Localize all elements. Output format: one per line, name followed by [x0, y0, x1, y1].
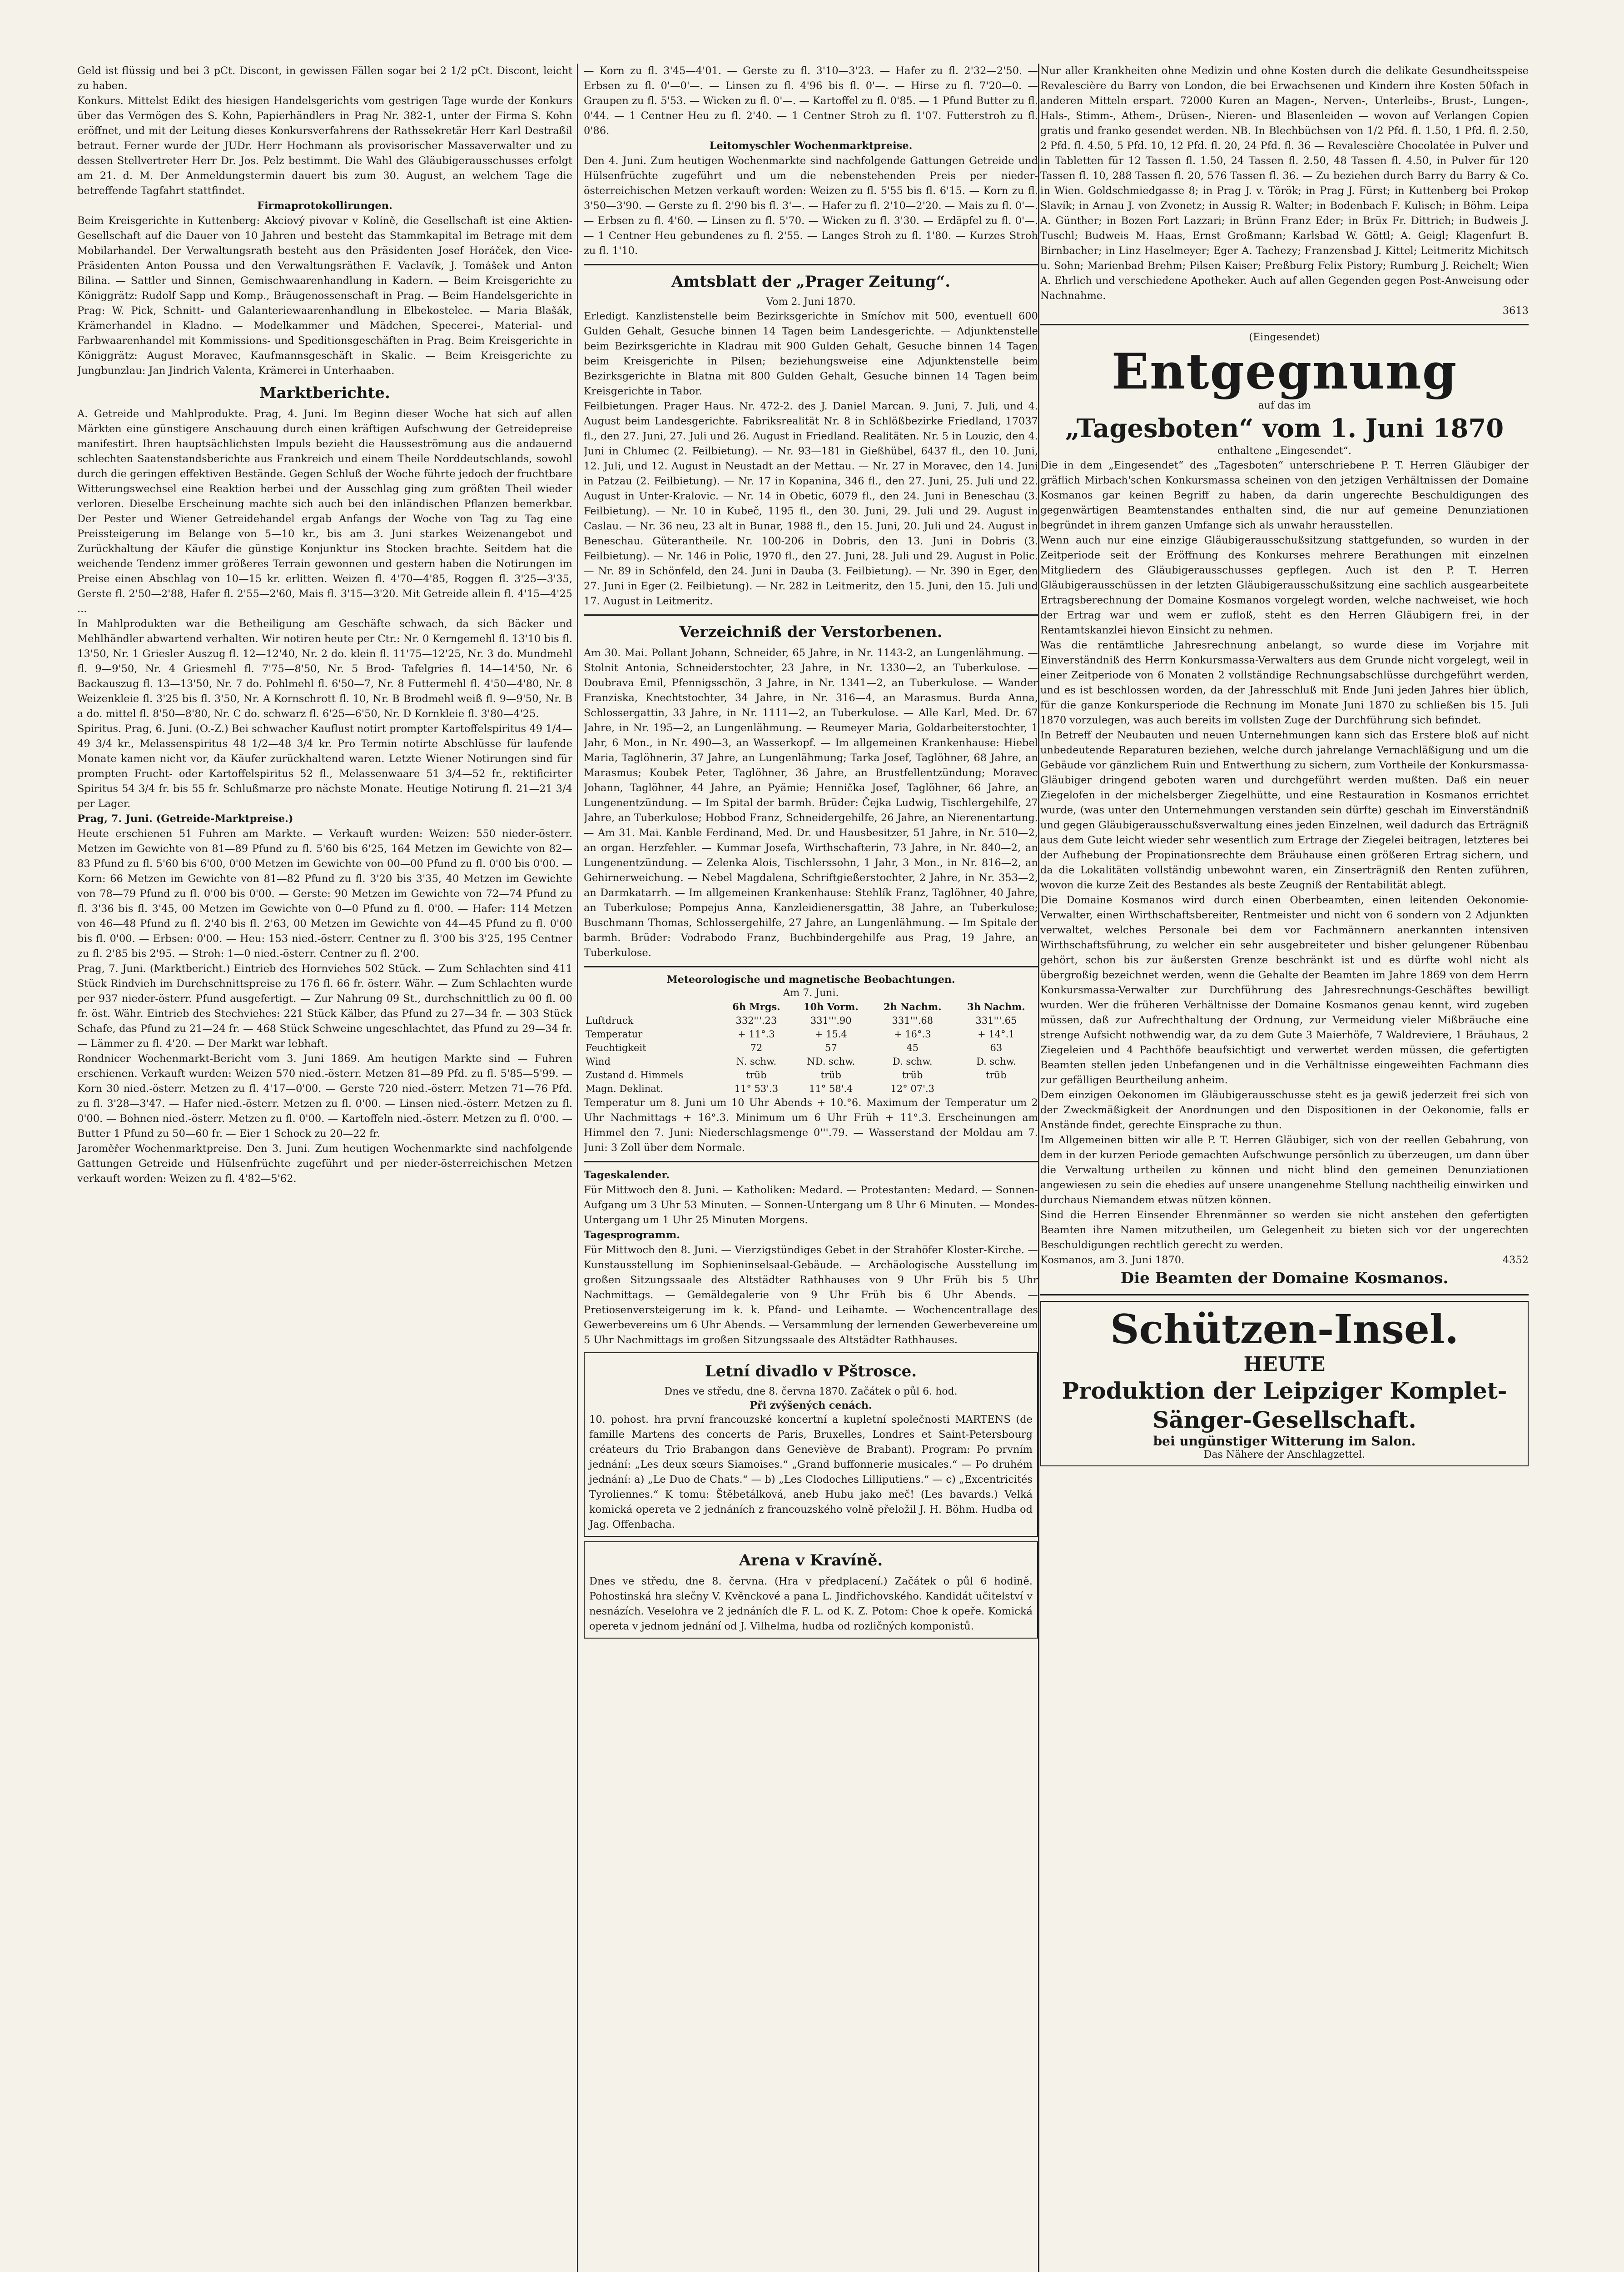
- entgegnung-title2: „Tagesboten“ vom 1. Juni 1870: [1065, 414, 1504, 443]
- divider: [584, 614, 1038, 616]
- met-cell: trüb: [986, 1070, 1007, 1081]
- met-cell: 12° 07'.3: [890, 1083, 934, 1094]
- met-row: [584, 1014, 1038, 1027]
- eingesendet-label: (Eingesendet): [1249, 332, 1320, 343]
- met-row: [584, 1055, 1038, 1068]
- met-cell: [954, 1082, 1038, 1096]
- met-notes: Temperatur um 8. Juni um 10 Uhr Abends + 10.°6. Maximum der Temperatur um 2 Uhr Nachmittags + 16°.3. Minimum um 6 Uhr Früh + 11°.3. Erscheinungen am Himmel den 7. Juni: Niederschlagsmenge 0'''.79. — Wasserstand der Moldau am 7. Juni: 3 Zoll über dem Normale.: [584, 1097, 1038, 1154]
- met-column-header: 2h Nachm.: [883, 1001, 942, 1012]
- markt-heading: Marktberichte.: [259, 384, 390, 402]
- met-row: [584, 1027, 1038, 1041]
- schuetzen-title: Schützen-Insel.: [1110, 1305, 1459, 1353]
- sign-place: Kosmanos, am 3. Juni 1870. 4352: [1040, 1254, 1529, 1266]
- jaromer-paragraph: Jaroměřer Wochenmarktpreise. Den 3. Juni. Zum heutigen Wochenmarkte sind nachfolgende Gattungen Getreide und Hülsenfrüchte zugeführt und per nieder-österreichischen Metzen verkauft worden: Weizen zu fl. 4'82—5'62.: [77, 1143, 572, 1185]
- met-heading: Meteorologische und magnetische Beobachtungen.: [666, 974, 955, 986]
- met-cell: Wind: [586, 1056, 611, 1067]
- met-column-header: [584, 1000, 721, 1014]
- theater1-paragraph: 10. pohost. hra první francouzské koncertní a kupletní společnosti MARTENS (de famille Martens des concerts de Paris, Bruxelles, Londres et Saint-Petersbourg créateurs du Trio Brabangon dans Geneviève de Brabant). Program: Po prvním jednání: „Les deux sœurs Siamoises.“ „Grand buffonnerie musicales.“ — Po druhém jednání: a) „Le Duo de Chats.“ — b) „Les Clodoches Lilliputiens.“ — c) „Excentricités Tyroliennes.“ K tomu: Štěbetálková, aneb Hubu jako meč! (Les bavards.) Velká komická opereta ve 2 jednáních z francouzského volně přeložil J. H. Böhm. Hudba od Jag. Offenbacha.: [589, 1414, 1033, 1530]
- divider: [584, 1161, 1038, 1162]
- body-p6: Dem einzigen Oekonomen im Gläubigerausschusse steht es ja gewiß jederzeit frei sich von der Zweckmäßigkeit der Anordnungen und den Dispositionen in der Oekonomie, falls er Anstände findet, gerechte Einsprache zu thun.: [1040, 1089, 1529, 1131]
- heute-label: HEUTE: [1243, 1353, 1326, 1376]
- met-cell: Zustand d. Himmels: [586, 1070, 684, 1081]
- entgegnung-title: Entgegnung: [1111, 343, 1458, 400]
- met-cell: 331'''.90: [810, 1015, 852, 1026]
- intro-paragraph: Geld ist flüssig und bei 3 pCt. Discont, in gewissen Fällen sogar bei 2 1/2 pCt. Discont, leicht zu haben.: [77, 65, 572, 92]
- body-p2: Wenn auch nur eine einzige Gläubigerausschußsitzung stattgefunden, so wurden in der Zeitperiode seit der Eröffnung des Konkurses mehrere Berathungen mit einzelnen Mitgliedern des Gläubigerausschusses gepflegen. Auch ist den P. T. Herren Gläubigerausschüssen in der letzten Gläubigerausschußsitzung eine sachlich ausgearbeitete Ertragsberechnung der Domaine Kosmanos vorgelegt worden, welche nachweiset, wie hoch der Ertrag war und wem er zufloß, steht es den Herren Gläubigern frei, in der Rentamtskanzlei hievon Einsicht zu nehmen.: [1040, 534, 1529, 636]
- body-p1: Die in dem „Eingesendet“ des „Tagesboten“ unterschriebene P. T. Herren Gläubiger der gräflich Mirbach'schen Konkursmassa scheinen von den jetzigen Verhältnissen der Domaine Kosmanos gar keinen Begriff zu haben, da darin ungerechte Beschuldigungen des gegenwärtigen Beamtenstandes enthalten sind, die nur auf gemeine Denunziationen begründet in ihrem ganzen Umfange sich als unwahr herausstellen.: [1040, 459, 1529, 531]
- met-cell: trüb: [820, 1070, 841, 1081]
- met-cell: 45: [906, 1042, 919, 1053]
- met-cell: N. schw.: [736, 1056, 777, 1067]
- divider: [584, 264, 1038, 265]
- theater2-paragraph: Dnes ve středu, dne 8. června. (Hra v předplacení.) Začátek o půl 6 hodině. Pohostinská hra slečny V. Kvěnckové a pana L. Jindřichovského. Kandidát učitelství v nesnázích. Veselohra ve 2 jednáních dle F. L. od K. Z. Potom: Choe k opeře. Komická opereta v jednom jednání od J. Vilhelma, hudba od rozličných komponistů.: [589, 1575, 1033, 1632]
- theater-ad-2: [584, 1541, 1038, 1639]
- firma-paragraph: Beim Kreisgerichte in Kuttenberg: Akciový pivovar v Kolíně, die Gesellschaft ist eine Aktien-Gesellschaft auf die Dauer von 10 Jahren und besteht das Stammkapital im Betrage mit dem Mobilarhandel. Der Verwaltungsrath besteht aus den Präsidenten Josef Horáček, den Vice-Präsidenten Anton Poussa und den Verwaltungsräthen F. Vaclavík, J. Tomášek und Anton Bilina. — Sattler und Sinnen, Gemischwaarenhandlung in Kadern. — Beim Kreisgerichte zu Königgrätz: Rudolf Sapp und Komp., Bräugenossenschaft in Prag. — Beim Handelsgerichte in Prag: W. Pick, Schnitt- und Galanteriewaarenhandlung in Elbekostelec. — Maria Blašák, Krämerhandel in Kladno. — Modelkammer und Mädchen, Specerei-, Material- und Farbwaarenhandel mit Kommissions- und Speditionsgeschäften in Prag. Beim Kreisgerichte in Königgrätz: August Moravec, Kaufmannsgeschäft in Skalic. — Beim Kreisgerichte zu Jungbunzlau: Jan Jindrich Valenta, Krämerei in Unterhaaben.: [77, 215, 572, 377]
- body-p5: Die Domaine Kosmanos wird durch einen Oberbeamten, einen leitenden Oekonomie-Verwalter, einen Wirthschaftsbereiter, Rentmeister und nicht von 6 sondern von 2 Adjunkten verwaltet, welches Personale bei dem vor Fachmännern anerkannten intensiven Wirthschaftsführung, zu welcher ein sehr ausgebreiteter und bisher gelungener Rübenbau gehört, schon bis zur äußersten Grenze beschränkt ist und es dürfte wohl nicht als übergroßig bezeichnet werden, wenn die Gehalte der Beamten im Jahre 1869 von dem Herrn Konkursmassa-Verwalter zur Durchführung des Jahresrechnungs-Geschäftes bewilligt wurden. Wer die früheren Verhältnisse der Domaine Kosmanos genau kennt, wird zugeben müssen, daß zur Aufrechthaltung der Ordnung, zur Vermeidung vieler Mißbräuche eine strenge Aufsicht nothwendig war, da zu dem Gute 3 Maierhöfe, 7 Waldreviere, 1 Bräuhaus, 2 Ziegeleien und 4 Pachthöfe beaufsichtigt und verwertet werden müssen, die gefertigten Beamten stellen jeden Unbefangenen und in die Verhältnisse eingeweihten Fachmann dies zur gefälligen Beurtheilung anheim.: [1040, 894, 1529, 1086]
- met-cell: trüb: [746, 1070, 767, 1081]
- met-cell: + 15.4: [814, 1029, 847, 1040]
- theater1-sub: Při zvýšených cenách.: [750, 1400, 872, 1411]
- met-cell: 331'''.65: [975, 1015, 1017, 1026]
- met-cell: trüb: [902, 1070, 923, 1081]
- met-date: Am 7. Juni.: [783, 987, 839, 999]
- met-cell: 11° 53'.3: [734, 1083, 779, 1094]
- getreide-paragraph: Heute erschienen 51 Fuhren am Markte. — Verkauft wurden: Weizen: 550 nieder-österr. Metzen im Gewichte von 81—89 Pfund zu fl. 5'60 bis 6'25, 164 Metzen im Gewichte von 82—83 Pfund zu fl. 5'60 bis 6'00, 0'00 Metzen im Gewichte von 00—00 Pfund zu fl. 0'00 bis 0'00. — Korn: 66 Metzen im Gewichte von 81—82 Pfund zu fl. 3'20 bis 3'35, 40 Metzen im Gewichte von 78—79 Pfund zu fl. 0'00 bis 0'00. — Gerste: 90 Metzen im Gewichte von 72—74 Pfund zu fl. 3'36 bis fl. 3'45, 00 Metzen im Gewichte von 0—0 Pfund zu fl. 0'00. — Hafer: 114 Metzen von 46—48 Pfund zu fl. 2'40 bis fl. 2'63, 00 Metzen im Gewichte von 44—45 Pfund zu fl. 0'00 bis fl. 0'00. — Erbsen: 0'00. — Heu: 153 nied.-österr. Centner zu fl. 3'00 bis 3'25, 195 Centner zu fl. 2'85 bis 2'95. — Stroh: 1—0 nied.-österr. Centner zu fl. 2'00.: [77, 828, 572, 960]
- column-divider: [577, 64, 578, 2272]
- tages-heading: Tageskalender.: [584, 1169, 670, 1181]
- column-left: [77, 64, 572, 2272]
- met-cell: 331'''.68: [892, 1015, 934, 1026]
- signature: Die Beamten der Domaine Kosmanos.: [1120, 1269, 1449, 1287]
- konkurs-paragraph: Konkurs. Mittelst Edikt des hiesigen Handelsgerichts vom gestrigen Tage wurde der Konkurs über das Vermögen des S. Kohn, Papierhändlers in Prag Nr. 382-1, unter der Firma S. Kohn eröffnet, und mit der Leitung dieses Konkursverfahrens der Rathssekretär Herr Karl Destraßil betraut. Ferner wurde der JUDr. Herr Hochmann als provisorischer Massaverwalter und zu dessen Stellvertreter Herr Dr. Jos. Pelz bestimmt. Die Wahl des Gläubigerausschusses erfolgt am 21. d. M. Der Anmeldungstermin dauert bis zum 30. August, an welchem Tage die betreffende Tagfahrt stattfindet.: [77, 95, 572, 197]
- column-right: [1040, 64, 1529, 2272]
- met-cell: 332'''.23: [735, 1015, 777, 1026]
- produktion-text: Produktion der Leipziger Komplet-Sänger-Gesellschaft.: [1062, 1377, 1507, 1433]
- body-p8: Sind die Herren Einsender Ehrenmänner so werden sie nicht anstehen den gefertigten Beamten ihre Namen mitzutheilen, um Gelegenheit zu bieten sich vor der ungerechten Beschuldigungen rechtlich gerecht zu werden.: [1040, 1209, 1529, 1251]
- divider: [1040, 324, 1529, 325]
- leit-paragraph: Den 4. Juni. Zum heutigen Wochenmarkte sind nachfolgende Gattungen Getreide und Hülsenfrüchte zugeführt und um die nebenstehenden Preis per nieder-österreichischen Metzen verkauft worden: Weizen zu fl. 5'55 bis fl. 6'15. — Korn zu fl. 3'50—3'90. — Gerste zu fl. 2'90 bis fl. 3'—. — Hafer zu fl. 2'10—2'20. — Mais zu fl. 0'—. — Erbsen zu fl. 4'60. — Linsen zu fl. 5'70. — Wicken zu fl. 3'30. — Erdäpfel zu fl. 0'—. — 1 Centner Heu gebundenes zu fl. 2'55. — Langes Stroh zu fl. 1'80. — Kurzes Stroh zu fl. 1'10.: [584, 155, 1038, 257]
- hornvieh-paragraph: Prag, 7. Juni. (Marktbericht.) Eintrieb des Hornviehes 502 Stück. — Zum Schlachten sind 411 Stück Rindvieh im Durchschnittspreise zu 176 fl. 66 fr. österr. Währ. — Zum Schlachten wurde per 937 nieder-österr. Pfund ausgefertigt. — Zur Nahrung 09 St., durchschnittlich zu 00 fl. 00 fr. öst. Währ. Eintrieb des Stechviehes: 221 Stück Kälber, das Pfund zu 27—34 fr. — 303 Stück Schafe, das Pfund zu 21—24 fr. — 468 Stück Schweine ungeschlachtet, das Pfund zu 29—34 fr. — Lämmer zu fl. 4'20. — Der Markt war lebhaft.: [77, 963, 572, 1050]
- ad-revalesciere: Nur aller Krankheiten ohne Medizin und ohne Kosten durch die delikate Gesundheitsspeise Revalescière du Barry von London, die bei Erwachsenen und Kindern ihre Kosten 50fach in anderen Mitteln erspart. 72000 Kuren an Magen-, Nerven-, Unterleibs-, Brust-, Lungen-, Hals-, Stimm-, Athem-, Drüsen-, Nieren- und Blasenleiden — wovon auf Verlangen Copien gratis und franko gesendet werden. NB. In Blechbüchsen von 1/2 Pfd. fl. 1.50, 1 Pfd. fl. 2.50, 2 Pfd. fl. 4.50, 5 Pfd. 10, 12 Pfd. fl. 20, 24 Pfd. fl. 36 — Revalescière Chocolatée in Pulver und in Tabletten für 12 Tassen fl. 1.50, 24 Tassen fl. 2.50, 48 Tassen fl. 4.50, in Pulver für 120 Tassen fl. 10, 288 Tassen fl. 20, 576 Tassen fl. 36. — Zu beziehen durch Barry du Barry & Co. in Wien. Goldschmiedgasse 8; in Prag J. v. Török; in Prag J. Fürst; in Kuttenberg bei Prokop Slavík; in Arnau J. von Zvonetz; in Aussig R. Walter; in Bodenbach F. Kulisch; in Böhm. Leipa A. Günther; in Bozen Fort Lazzari; in Brünn Franz Eder; in Brüx Fr. Dittrich; in Budweis J. Tuschl; Budweis M. Haas, Ernst Großmann; Karlsbad W. Göttl; A. Geigl; Klagenfurt B. Birnbacher; in Linz Haselmeyer; Eger A. Tachezy; Franzensbad J. Kittel; Leitmeritz Michitsch u. Sohn; Marienbad Brehm; Pilsen Kaiser; Preßburg Felix Pistory; Rumburg J. Reichelt; Wien A. Ehrlich und verschiedene Apotheker. Auch auf allen Gegenden gegen Post-Anweisung oder Nachnahme.: [1040, 65, 1529, 302]
- entgegnung-sub1: auf das im: [1258, 400, 1311, 411]
- met-cell: Magn. Deklinat.: [586, 1083, 663, 1094]
- met-cell: Temperatur: [586, 1029, 643, 1040]
- theater1-date: Dnes ve středu, dne 8. června 1870. Začátek o půl 6. hod.: [664, 1386, 958, 1397]
- met-cell: Luftdruck: [586, 1015, 634, 1026]
- met-column-header: 3h Nachm.: [967, 1001, 1025, 1012]
- met-row: [584, 1041, 1038, 1055]
- witterung-text: bei ungünstiger Witterung im Salon.: [1153, 1434, 1416, 1449]
- firma-heading: Firmaprotokollirungen.: [257, 200, 392, 212]
- met-column-header: 10h Vorm.: [803, 1001, 859, 1012]
- body-p7: Im Allgemeinen bitten wir alle P. T. Herren Gläubiger, sich von der reellen Gebahrung, von dem in der kurzen Periode gemachten Aufschwunge persönlich zu überzeugen, um dann über die Verwaltung urtheilen zu können und nicht blind den gemeinen Denunziationen angewiesen zu sein die ehedies auf unsere unangenehme Stellung nachtheilig einwirken und durchaus Niemandem etwas nützen können.: [1040, 1134, 1529, 1206]
- met-table: [584, 1000, 1038, 1096]
- spiritus-paragraph: Spiritus. Prag, 6. Juni. (O.-Z.) Bei schwacher Kauflust notirt prompter Kartoffelspiritus 49 1/4—49 3/4 kr., Melassenspiritus 48 1/2—48 3/4 kr. Pro Termin notirte Abschlüsse für laufende Monate kamen nicht vor, da Käufer zurückhaltend waren. Letzte Wiener Notirungen sind für prompten Frucht- oder Kartoffelspiritus 52 fl., Melassenwaare 51 3/4—52 fr., rektificirter Spiritus 54 3/4 fr. bis 55 fr. Schlußmarze pro nächste Monate. Heutige Notirung fl. 21—21 3/4 per Lager.: [77, 723, 572, 810]
- column-divider: [1038, 64, 1039, 2272]
- met-cell: + 14°.1: [978, 1029, 1015, 1040]
- feilb-paragraph: Feilbietungen. Prager Haus. Nr. 472-2. des J. Daniel Marcan. 9. Juni, 7. Juli, und 4. August beim Landesgerichte. Fabriksrealität Nr. 8 in Schlößbezirke Friedland, 17037 fl., den 27. Juni, 27. Juli und 26. August in Friedland. Realitäten. Nr. 5 in Louzic, den 4. Juni in Chlumec (2. Feilbietung). — Nr. 93—181 in Gießhübel, 6437 fl., den 10. Juni, 12. Juli, und 12. August in Neustadt an der Mettau. — Nr. 27 in Moravec, den 14. Juni in Patzau (2. Feilbietung). — Nr. 17 in Kopanina, 346 fl., den 27. Juni, 25. Juli und 22. August in Unter-Kralovic. — Nr. 14 in Obetic, 6079 fl., den 24. Juni in Beneschau (3. Feilbietung). — Nr. 10 in Kubeč, 1195 fl., den 30. Juni, 29. Juli und 29. August in Caslau. — Nr. 36 neu, 23 alt in Bunar, 1988 fl., den 15. Juni, 20. Juli und 24. August in Beneschau. Güterantheile. Nr. 100-206 in Dobris, den 13. Juni in Dobris (3. Feilbietung). — Nr. 146 in Polic, 1970 fl., den 27. Juni, 28. Juli und 29. August in Polic. — Nr. 89 in Schönfeld, den 24. Juni in Dauba (3. Feilbietung). — Nr. 390 in Eger, den 27. Juni in Eger (2. Feilbietung). — Nr. 282 in Leitmeritz, den 15. Juni, den 15. Juli und 17. August in Leitmeritz.: [584, 400, 1038, 607]
- verst-paragraph: Am 30. Mai. Pollant Johann, Schneider, 65 Jahre, in Nr. 1143-2, an Lungenlähmung. — Stolnit Antonia, Schneiderstochter, 23 Jahre, in Nr. 1330—2, an Tuberkulose. — Doubrava Emil, Pfennigsschön, 3 Jahre, in Nr. 1341—2, an Tuberkulose. — Wander Franziska, Knechtstochter, 34 Jahre, in Nr. 316—4, an Marasmus. Burda Anna, Schlossergattin, 33 Jahre, in Nr. 1111—2, an Tuberkulose. — Alle Karl, Med. Dr. 67 Jahre, in Nr. 195—2, an Lungenlähmung. — Reumeyer Maria, Goldarbeiterstochter, 1 Jahr, 6 Mon., in Nr. 490—3, an Wasserkopf. — Im allgemeinen Krankenhause: Hiebel Maria, Taglöhnerin, 37 Jahre, an Lungenlähmung; Tarka Josef, Taglöhner, 68 Jahre, an Marasmus; Koubek Peter, Taglöhner, 36 Jahre, an Brustfellentzündung; Moravec Johann, Taglöhner, 44 Jahre, an Pyämie; Hennička Josef, Taglöhner, 66 Jahre, an Lungenentzündung. — Im Spital der barmh. Brüder: Čejka Ludwig, Tischlergehilfe, 27 Jahre, an Tuberkulose; Hobbod Franz, Schneidergehilfe, 26 Jahre, an Nierenentartung. — Am 31. Mai. Kanble Ferdinand, Med. Dr. und Hausbesitzer, 51 Jahre, in Nr. 510—2, an organ. Herzfehler. — Kummar Josefa, Wirthschafterin, 73 Jahre, in Nr. 840—2, an Lungenentzündung. — Zelenka Alois, Tischlerssohn, 1 Jahr, 3 Mon., in Nr. 816—2, an Gehirnerweichung. — Nebel Magdalena, Schriftgießerstochter, 2 Jahre, in Nr. 353—2, an Darmkatarrh. — Im allgemeinen Krankenhause: Stehlík Franz, Taglöhner, 40 Jahre, an Tuberkulose; Pompejus Anna, Kanzleidienersgattin, 38 Jahre, an Tuberkulose; Buschmann Thomas, Schlossergehilfe, 27 Jahre, an Lungenlähmung. — Im Spitale der barmh. Brüder: Vodrabodo Franz, Buchbindergehilfe aus Prag, 19 Jahre, an Tuberkulose.: [584, 647, 1038, 959]
- theater2-heading: Arena v Kravíně.: [739, 1551, 883, 1569]
- verst-heading: Verzeichniß der Verstorbenen.: [679, 623, 943, 641]
- theater-ad-1: [584, 1352, 1038, 1537]
- met-cell: 72: [750, 1042, 763, 1053]
- column-middle: [584, 64, 1038, 2272]
- progr-paragraph: Für Mittwoch den 8. Juni. — Vierzigstündiges Gebet in der Strahöfer Kloster-Kirche. — Kunstausstellung im Sophieninselsaal-Gebäude. — Archäologische Ausstellung im großen Sitzungssaale des Altstädter Rathhauses von 9 Uhr Früh bis 5 Uhr Nachmittags. — Gemäldegalerie von 9 Uhr Früh bis 6 Uhr Abends. — Pretiosenversteigerung im k. k. Pfand- und Leihamte. — Wochencentrallage des Gewerbevereins um 6 Uhr Abends. — Versammlung der lernenden Gewerbevereine um 5 Uhr Nachmittags im großen Sitzungssaale des Altstädter Rathhauses.: [584, 1244, 1038, 1346]
- divider: [584, 966, 1038, 967]
- entgegnung-sub2: enthaltene „Eingesendet“.: [1217, 445, 1351, 457]
- tages-paragraph: Für Mittwoch den 8. Juni. — Katholiken: Medard. — Protestanten: Medard. — Sonnen-Aufgang um 3 Uhr 53 Minuten. — Sonnen-Untergang um 8 Uhr 6 Minuten. — Mondes-Untergang um 1 Uhr 25 Minuten Morgens.: [584, 1184, 1038, 1226]
- theater1-heading: Letní divadlo v Pštrosce.: [705, 1362, 917, 1380]
- leit-heading: Leitomyschler Wochenmarktpreise.: [709, 140, 913, 152]
- progr-heading: Tagesprogramm.: [584, 1229, 680, 1241]
- body-p4: In Betreff der Neubauten und neuen Unternehmungen kann sich das Erstere bloß auf nicht unbedeutende Reparaturen beziehen, welche durch jahrelange Vernachläßigung und um die Gebäude vor gänzlichem Ruin und Entwerthung zu sichern, zum Vortheile der Konkursmassa-Gläubiger dringend geboten waren und durchgeführt werden mußten. Daß ein neuer Ziegelofen in der michelsberger Ziegelhütte, und eine Restauration in Kosmanos errichtet wurde, (was unter den Unternehmungen verstanden sein dürfte) geschah im Einverständniß und gegen Gläubigerausschußsverwaltung eines jeden Einzelnen, weil dadurch das Erträgniß aus dem Gute leicht wieder sehr wesentlich zum Ertrage der Ziegelei beitragen, letzteres bei der Aufhebung der Propinationsrechte dem Bräuhause einen größeren Ertrag sichern, und da die Lokalitäten vollständig unbewohnt waren, ein Zinserträgniß den Renten zuführen, wovon die kurze Zeit des Bestandes als beste Zeugniß der Rentabilität ablegt.: [1040, 729, 1529, 891]
- met-cell: D. schw.: [892, 1056, 933, 1067]
- amt-date: Vom 2. Juni 1870.: [766, 296, 856, 308]
- met-cell: Feuchtigkeit: [586, 1042, 646, 1053]
- amt-paragraph: Erledigt. Kanzlistenstelle beim Bezirksgerichte in Smíchov mit 500, eventuell 600 Gulden Gehalt, Gesuche binnen 14 Tagen beim Landesgerichte. — Adjunktenstelle beim Bezirksgerichte in Kladrau mit 900 Gulden Gehalt, Gesuche binnen 14 Tagen beim Kreisgerichte in Pilsen; beziehungsweise eine Adjunktenstelle beim Bezirksgerichte in Blatna mit 800 Gulden Gehalt, Gesuche binnen 14 Tagen beim Kreisgerichte in Tabor.: [584, 310, 1038, 397]
- divider: [1040, 1294, 1529, 1295]
- met-cell: + 16°.3: [894, 1029, 931, 1040]
- body-p3: Was die rentämtliche Jahresrechnung anbelangt, so wurde diese im Vorjahre mit Einverständniß des Herrn Konkursmassa-Verwalters aus dem Grunde nicht vorgelegt, weil in einer Zeitperiode von 6 Monaten 2 vollständige Rechnungsabschlüsse durchgeführt werden, und es ist beschlossen worden, da der Jahresschluß mit Ende Juni jeden Jahres hier üblich, für die ganze Konkursperiode die Rechnung im Monate Juni 1870 zu schließen bis 15. Juli 1870 vorzulegen, was auch bereits im vollsten Zuge der Durchführung sich befindet.: [1040, 639, 1529, 726]
- met-row: [584, 1068, 1038, 1082]
- ad-number: 3613: [1502, 305, 1529, 317]
- met-row: [584, 1082, 1038, 1096]
- mahl-paragraph: In Mahlprodukten war die Betheiligung am Geschäfte schwach, da sich Bäcker und Mehlhändler abwartend verhalten. Wir notiren heute per Ctr.: Nr. 0 Kerngemehl fl. 13'10 bis fl. 13'50, Nr. 1 Griesler Auszug fl. 12—12'40, Nr. 2 do. klein fl. 11'75—12'25, Nr. 3 do. Mundmehl fl. 9—9'50, Nr. 4 Griesmehl fl. 7'75—8'50, Nr. 5 Brod- Tafelgries fl. 14—14'50, Nr. 6 Backauszug fl. 13—13'50, Nr. 7 do. Pohlmehl fl. 6'50—7, Nr. 8 Futtermehl fl. 4'50—4'80, Nr. 8 Weizenkleie fl. 3'25 bis fl. 3'50, Nr. A Kornschrott fl. 10, Nr. B Brodmehl weiß fl. 9—9'50, Nr. B a do. mittel fl. 8'50—8'80, Nr. C do. schwarz fl. 6'25—6'50, Nr. D Kornkleie fl. 3'80—4'25.: [77, 618, 572, 720]
- amt-heading: Amtsblatt der „Prager Zeitung“.: [671, 273, 951, 291]
- schuetzen-ad: [1040, 1301, 1529, 1466]
- markt-paragraph: A. Getreide und Mahlprodukte. Prag, 4. Juni. Im Beginn dieser Woche hat sich auf allen Märkten eine günstigere Anschauung durch einen kräftigen Aufschwung der Getreidepreise manifestirt. Ihren hauptsächlichsten Impuls bezieht die Hausseströmung aus die andauernd schlechten Saatenstandsberichte aus Frankreich und einem Theile Norddeutschlands, sowohl durch die geringen effektiven Bestände. Gegen Schluß der Woche führte jedoch der fruchtbare Witterungswechsel eine Reaktion herbei und der Ausschlag ging zum größten Theil wieder verloren. Dieselbe Erscheinung machte sich auch bei den inländischen Pflanzen bemerkbar. Der Pester und Wiener Getreidehandel ergab Anfangs der Woche von Tag zu Tag eine Preissteigerung im Belange von 5—10 kr., bis am 3. Juni starkes Weizenangebot und Zurückhaltung der Käufer die günstige Konjunktur ins Stocken brachte. Seitdem hat die weichende Tendenz immer größeres Terrain gewonnen und gestern haben die Notirungen im Preise einen Abschlag von 10—15 kr. erlitten. Weizen fl. 4'70—4'85, Roggen fl. 3'25—3'35, Gerste fl. 2'50—2'88, Hafer fl. 2'55—2'60, Mais fl. 3'15—3'20. Mit Getreide allein fl. 4'15—4'25 ...: [77, 408, 572, 615]
- naehere-text: Das Nähere der Anschlagzettel.: [1203, 1449, 1366, 1460]
- getreide-heading: Prag, 7. Juni. (Getreide-Marktpreise.): [77, 813, 293, 825]
- rondnicer-paragraph: Rondnicer Wochenmarkt-Bericht vom 3. Juni 1869. Am heutigen Markte sind — Fuhren erschienen. Verkauft wurden: Weizen 570 nied.-österr. Metzen 81—89 Pfd. zu fl. 5'85—5'99. — Korn 30 nied.-österr. Metzen zu fl. 4'17—0'00. — Gerste 720 nied.-österr. Metzen 71—76 Pfd. zu fl. 3'28—3'47. — Hafer nied.-österr. Metzen zu fl. 0'00. — Linsen nied.-österr. Metzen zu fl. 0'00. — Bohnen nied.-österr. Metzen zu fl. 0'00. — Kartoffeln nied.-österr. Metzen zu fl. 0'00. — Butter 1 Pfund zu 50—60 fr. — Eier 1 Schock zu 20—22 fr.: [77, 1053, 572, 1140]
- met-column-header: 6h Mrgs.: [732, 1001, 780, 1012]
- met-cell: 11° 58'.4: [809, 1083, 853, 1094]
- met-cell: D. schw.: [976, 1056, 1016, 1067]
- met-cell: ND. schw.: [807, 1056, 855, 1067]
- prices-paragraph: — Korn zu fl. 3'45—4'01. — Gerste zu fl. 3'10—3'23. — Hafer zu fl. 2'32—2'50. — Erbsen zu fl. 0'—0'—. — Linsen zu fl. 4'96 bis fl. 0'—. — Hirse zu fl. 7'20—0. — Graupen zu fl. 5'53. — Wicken zu fl. 0'—. — Kartoffel zu fl. 0'85. — 1 Pfund Butter zu fl. 0'44. — 1 Centner Heu zu fl. 2'40. — 1 Centner Stroh zu fl. 1'07. Futterstroh zu fl. 0'86.: [584, 65, 1038, 137]
- met-cell: + 11°.3: [738, 1029, 775, 1040]
- met-cell: 63: [990, 1042, 1003, 1053]
- met-cell: 57: [824, 1042, 837, 1053]
